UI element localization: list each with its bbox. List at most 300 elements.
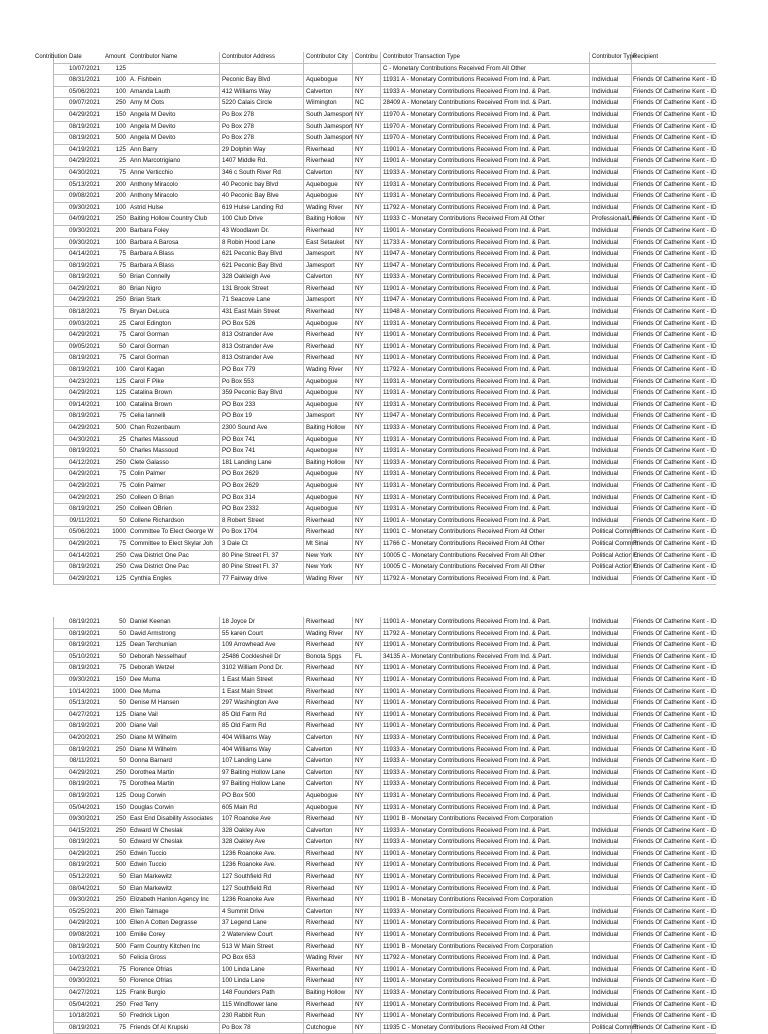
cell-contributor-city: South Jamesport: [303, 133, 354, 144]
cell-contributor-state: NY: [352, 214, 383, 225]
cell-contributor-state: NY: [352, 272, 383, 283]
cell-contributor-city: Bonota Spgs: [303, 652, 354, 663]
cell-contributor-state: NY: [352, 295, 383, 306]
cell-contributor-city: Aquebogue: [303, 319, 354, 330]
cell-contribution-date: 08/19/2021: [69, 722, 100, 730]
cell-contributor-state: NY: [352, 965, 383, 976]
cell-contribution-date: 04/14/2021: [69, 250, 100, 258]
cell-contributor-type: Individual: [589, 965, 634, 976]
cell-contributor-state: NY: [352, 768, 383, 779]
cell-contribution-date: 08/19/2021: [69, 861, 100, 869]
cell-amount: 125: [115, 145, 126, 153]
table-row: [54, 663, 716, 675]
cell-transaction-type: 11792 A - Monetary Contributions Received From Ind. & Part.: [380, 574, 591, 585]
cell-recipient: Friends Of Catherine Kent - ID: [631, 307, 718, 318]
cell-contribution-date: 09/14/2021: [69, 400, 100, 408]
cell-amount: 75: [119, 250, 126, 258]
cell-recipient: Friends Of Catherine Kent - ID: [631, 1000, 718, 1011]
cell-contributor-state: NY: [352, 930, 383, 941]
cell-contribution-date: 05/10/2021: [69, 652, 100, 660]
cell-recipient: Friends Of Catherine Kent - ID: [631, 837, 718, 848]
table-row: [54, 493, 716, 505]
cell-contribution-date: 04/30/2021: [69, 168, 100, 176]
cell-amount: 75: [119, 481, 126, 489]
cell-transaction-type: 11947 A - Monetary Contributions Received From Ind. & Part.: [380, 249, 591, 260]
cell-amount: 50: [119, 618, 126, 625]
cell-transaction-type: 11931 A - Monetary Contributions Received From Ind. & Part.: [380, 191, 591, 202]
cell-contributor-address: 404 Williams Way: [219, 733, 306, 744]
cell-contributor-name: Elizabeth Hanlon Agency Inc: [130, 896, 209, 904]
cell-transaction-type: 11766 C - Monetary Contributions Received From All Other: [380, 539, 591, 550]
cell-transaction-type: 11933 A - Monetary Contributions Received From Ind. & Part.: [380, 826, 591, 837]
cell-contributor-address: 5220 Calais Circle: [219, 98, 306, 109]
table-row: [54, 988, 716, 1000]
cell-contributor-name: Douglas Corwin: [130, 803, 174, 811]
cell-amount: 500: [115, 861, 126, 869]
cell-contribution-date: 08/19/2021: [69, 505, 100, 513]
cell-contributor-city: Aquebogue: [303, 377, 354, 388]
cell-contributor-address: 97 Baiting Hollow Lane: [219, 768, 306, 779]
cell-amount: 250: [115, 296, 126, 304]
table-row: [54, 745, 716, 757]
table-row: [54, 942, 716, 954]
cell-contributor-type: [589, 64, 634, 75]
cell-amount: 250: [115, 745, 126, 753]
cell-contributor-type: Individual: [589, 330, 634, 341]
cell-contributor-state: NY: [352, 226, 383, 237]
cell-contributor-address: 109 Arrowhead Ave: [219, 640, 306, 651]
cell-amount: 200: [115, 180, 126, 188]
cell-contributor-address: Peconic Bay Blvd: [219, 75, 306, 86]
cell-amount: 125: [115, 791, 126, 799]
cell-contributor-state: NY: [352, 907, 383, 918]
cell-contributor-address: 8 Robert Street: [219, 516, 306, 527]
cell-contribution-date: 05/13/2021: [69, 699, 100, 707]
cell-contributor-state: NY: [352, 884, 383, 895]
cell-contribution-date: 05/12/2021: [69, 873, 100, 881]
cell-contributor-name: Dorothea Martin: [130, 780, 175, 788]
header-transaction-type: Contributor Transaction Type: [380, 52, 591, 63]
cell-contributor-address: Po Box 278: [219, 133, 306, 144]
cell-amount: 125: [115, 641, 126, 649]
cell-contributor-address: 431 East Main Street: [219, 307, 306, 318]
cell-amount: 75: [119, 1023, 126, 1031]
table-row: [54, 756, 716, 768]
cell-contributor-address: Po Box 278: [219, 110, 306, 121]
cell-recipient: Friends Of Catherine Kent - ID: [631, 469, 718, 480]
cell-amount: 250: [115, 1000, 126, 1008]
cell-contribution-date: 04/30/2021: [69, 435, 100, 443]
cell-contributor-city: Calverton: [303, 87, 354, 98]
cell-contributor-name: Brian Nigro: [130, 284, 161, 292]
cell-contributor-city: Aquebogue: [303, 493, 354, 504]
cell-amount: 250: [115, 493, 126, 501]
cell-transaction-type: 11933 A - Monetary Contributions Received From Ind. & Part.: [380, 423, 591, 434]
cell-transaction-type: 11948 A - Monetary Contributions Received From Ind. & Part.: [380, 307, 591, 318]
table-row: [54, 191, 716, 203]
cell-contributor-name: [128, 64, 220, 75]
cell-contributor-state: NY: [352, 122, 383, 133]
cell-recipient: Friends Of Catherine Kent - ID: [631, 168, 718, 179]
cell-amount: 75: [119, 168, 126, 176]
cell-contributor-type: Individual: [589, 918, 634, 929]
table-row: [54, 652, 716, 664]
cell-contributor-type: Individual: [589, 122, 634, 133]
table-row: [54, 411, 716, 423]
cell-contributor-address: 412 Williams Way: [219, 87, 306, 98]
table-row: [54, 423, 716, 435]
cell-recipient: Friends Of Catherine Kent - ID: [631, 640, 718, 651]
cell-contributor-type: Individual: [589, 295, 634, 306]
cell-contribution-date: 08/19/2021: [69, 618, 100, 625]
cell-transaction-type: 11792 A - Monetary Contributions Received From Ind. & Part.: [380, 953, 591, 964]
cell-recipient: Friends Of Catherine Kent - ID: [631, 238, 718, 249]
cell-transaction-type: 11933 C - Monetary Contributions Received From All Other: [380, 214, 591, 225]
cell-contributor-city: Riverhead: [303, 342, 354, 353]
cell-transaction-type: 11931 A - Monetary Contributions Received From Ind. & Part.: [380, 791, 591, 802]
cell-contributor-address: 1236 Roanoke Ave: [219, 895, 306, 906]
cell-contributor-address: 297 Washington Ave: [219, 698, 306, 709]
cell-contribution-date: 04/29/2021: [69, 849, 100, 857]
cell-contributor-name: Diane M Wilhelm: [130, 733, 177, 741]
cell-contributor-state: NY: [352, 779, 383, 790]
cell-contributor-state: NY: [352, 284, 383, 295]
cell-contributor-type: Individual: [589, 110, 634, 121]
cell-transaction-type: 11901 A - Monetary Contributions Received From Ind. & Part.: [380, 860, 591, 871]
cell-contributor-state: NY: [352, 481, 383, 492]
cell-contributor-name: Fred Terry: [130, 1000, 159, 1008]
cell-contributor-address: 513 W Main Street: [219, 942, 306, 953]
cell-contributor-name: Denise M Hansen: [130, 699, 180, 707]
cell-amount: 250: [115, 99, 126, 107]
cell-contributor-city: Riverhead: [303, 516, 354, 527]
cell-transaction-type: 10005 C - Monetary Contributions Received From All Other: [380, 562, 591, 573]
cell-contributor-type: Individual: [589, 458, 634, 469]
cell-recipient: Friends Of Catherine Kent - ID: [631, 191, 718, 202]
cell-contributor-city: Jamesport: [303, 261, 354, 272]
table-row: [54, 504, 716, 516]
cell-recipient: Friends Of Catherine Kent - ID: [631, 249, 718, 260]
cell-contribution-date: 04/14/2021: [69, 551, 100, 559]
cell-contribution-date: 04/20/2021: [69, 733, 100, 741]
table-row: [54, 122, 716, 134]
cell-transaction-type: 11933 A - Monetary Contributions Received From Ind. & Part.: [380, 458, 591, 469]
cell-contributor-city: Riverhead: [303, 687, 354, 698]
cell-contributor-state: FL: [352, 652, 383, 663]
cell-contributor-state: NY: [352, 377, 383, 388]
cell-recipient: Friends Of Catherine Kent - ID: [631, 226, 718, 237]
cell-contributor-type: Political Committ: [589, 1023, 634, 1034]
table-row: [54, 640, 716, 652]
cell-amount: 500: [115, 942, 126, 950]
cell-contributor-state: NY: [352, 860, 383, 871]
table-row: [54, 481, 716, 493]
cell-transaction-type: 11792 A - Monetary Contributions Received From Ind. & Part.: [380, 203, 591, 214]
cell-contributor-address: 18 Joyce Dr: [219, 617, 306, 628]
cell-amount: 80: [119, 284, 126, 292]
cell-contributor-state: NY: [352, 918, 383, 929]
cell-contributor-state: NY: [352, 411, 383, 422]
cell-contributor-city: South Jamesport: [303, 110, 354, 121]
cell-contributor-address: 1407 Middle Rd.: [219, 156, 306, 167]
cell-contributor-name: A. Fishbein: [130, 76, 161, 84]
cell-transaction-type: 11901 A - Monetary Contributions Received From Ind. & Part.: [380, 617, 591, 628]
cell-contributor-name: Deborah Nesselhauf: [130, 652, 187, 660]
cell-amount: 75: [119, 308, 126, 316]
table-row: [54, 365, 716, 377]
cell-contribution-date: 08/19/2021: [69, 354, 100, 362]
cell-recipient: Friends Of Catherine Kent - ID: [631, 562, 718, 573]
cell-contributor-city: Riverhead: [303, 942, 354, 953]
cell-amount: 75: [119, 965, 126, 973]
cell-contributor-name: Collene Richardson: [130, 516, 184, 524]
cell-contributor-state: NY: [352, 698, 383, 709]
cell-contributor-address: PO Box 314: [219, 493, 306, 504]
cell-contributor-name: Anthony Miracolo: [130, 180, 178, 188]
cell-contribution-date: 09/05/2021: [69, 342, 100, 350]
cell-amount: 125: [115, 989, 126, 996]
cell-amount: 50: [119, 873, 126, 881]
cell-recipient: Friends Of Catherine Kent - ID: [631, 458, 718, 469]
cell-contributor-city: [303, 64, 354, 75]
cell-contribution-date: 05/13/2021: [69, 180, 100, 188]
cell-transaction-type: 11901 A - Monetary Contributions Received From Ind. & Part.: [380, 849, 591, 860]
cell-recipient: Friends Of Catherine Kent - ID: [631, 733, 718, 744]
cell-amount: 50: [119, 954, 126, 962]
cell-contributor-name: Catalina Brown: [130, 389, 172, 397]
cell-amount: 500: [115, 424, 126, 431]
cell-contributor-name: Emilie Corey: [130, 931, 166, 939]
cell-contributor-city: Riverhead: [303, 895, 354, 906]
cell-contributor-state: NY: [352, 629, 383, 640]
cell-amount: 200: [115, 192, 126, 200]
cell-contributor-address: 100 Linda Lane: [219, 976, 306, 987]
cell-contribution-date: 04/29/2021: [69, 157, 100, 165]
cell-transaction-type: 11931 A - Monetary Contributions Received From Ind. & Part.: [380, 319, 591, 330]
table-row: [54, 98, 716, 110]
table-row: [54, 527, 716, 539]
cell-recipient: Friends Of Catherine Kent - ID: [631, 295, 718, 306]
cell-contributor-city: Riverhead: [303, 226, 354, 237]
cell-contributor-type: Individual: [589, 203, 634, 214]
table-row: [54, 446, 716, 458]
table-row: [54, 791, 716, 803]
cell-contributor-type: Individual: [589, 168, 634, 179]
cell-contributor-state: NY: [352, 156, 383, 167]
table-row: [54, 133, 716, 145]
cell-amount: 250: [115, 458, 126, 466]
cell-contributor-city: Riverhead: [303, 1000, 354, 1011]
cell-contributor-name: Carol Edington: [130, 319, 171, 327]
cell-recipient: Friends Of Catherine Kent - ID: [631, 617, 718, 628]
cell-contributor-state: NY: [352, 365, 383, 376]
cell-amount: 100: [115, 238, 126, 246]
cell-contributor-city: Riverhead: [303, 527, 354, 538]
cell-contributor-address: PO Box 653: [219, 953, 306, 964]
cell-contributor-name: Amy M Oots: [130, 99, 165, 107]
cell-contribution-date: 04/29/2021: [69, 539, 100, 547]
cell-contributor-state: NY: [352, 574, 383, 585]
cell-contributor-state: NY: [352, 562, 383, 573]
cell-contributor-type: Individual: [589, 976, 634, 987]
cell-contributor-address: 148 Founders Path: [219, 988, 306, 999]
cell-contribution-date: 08/19/2021: [69, 791, 100, 799]
table-row: [54, 675, 716, 687]
cell-contributor-name: Clete Galasso: [130, 458, 169, 466]
cell-amount: 100: [115, 76, 126, 84]
cell-contributor-city: Riverhead: [303, 918, 354, 929]
cell-recipient: Friends Of Catherine Kent - ID: [631, 976, 718, 987]
cell-amount: 75: [119, 664, 126, 672]
table-row: [54, 629, 716, 641]
cell-contributor-city: Baiting Hollow: [303, 988, 354, 999]
cell-contributor-name: Florence Ofrias: [130, 965, 173, 973]
cell-contributor-city: Baiting Hollow: [303, 214, 354, 225]
cell-contributor-name: Astrid Hulse: [130, 203, 164, 211]
cell-contributor-type: Individual: [589, 191, 634, 202]
cell-contributor-city: Calverton: [303, 826, 354, 837]
cell-contributor-type: Political Committ: [589, 527, 634, 538]
table-row: [54, 826, 716, 838]
cell-contributor-type: Individual: [589, 733, 634, 744]
cell-contributor-city: Wading River: [303, 953, 354, 964]
cell-contribution-date: 04/09/2021: [69, 215, 100, 223]
cell-amount: 50: [119, 447, 126, 455]
cell-contributor-address: 605 Main Rd: [219, 803, 306, 814]
cell-contribution-date: 04/29/2021: [69, 493, 100, 501]
cell-amount: 125: [115, 64, 126, 72]
table-row: [54, 388, 716, 400]
spreadsheet-page-2: [53, 617, 716, 1034]
cell-recipient: Friends Of Catherine Kent - ID: [631, 353, 718, 364]
cell-contributor-city: Riverhead: [303, 145, 354, 156]
cell-recipient: Friends Of Catherine Kent - ID: [631, 261, 718, 272]
cell-contributor-address: Po Box 78: [219, 1023, 306, 1034]
cell-contributor-city: Riverhead: [303, 976, 354, 987]
cell-recipient: Friends Of Catherine Kent - ID: [631, 377, 718, 388]
table-row: [54, 377, 716, 389]
cell-recipient: Friends Of Catherine Kent - ID: [631, 504, 718, 515]
cell-contributor-name: Brian Stark: [130, 296, 161, 304]
cell-amount: 150: [115, 110, 126, 118]
cell-contributor-name: Ellen Talmage: [130, 907, 169, 915]
cell-contributor-name: Dean Terchunian: [130, 641, 177, 649]
cell-transaction-type: 11901 A - Monetary Contributions Received From Ind. & Part.: [380, 1011, 591, 1022]
cell-amount: 50: [119, 977, 126, 985]
cell-amount: 100: [115, 919, 126, 927]
cell-contributor-address: Po Box 1704: [219, 527, 306, 538]
cell-contributor-address: 359 Peconic Bay Blvd: [219, 388, 306, 399]
header-contributor-type: Contributor Type: [589, 52, 634, 63]
cell-contribution-date: 08/19/2021: [69, 1023, 100, 1031]
cell-contributor-address: 43 Woodlawn Dr.: [219, 226, 306, 237]
cell-contributor-address: 127 Southfield Rd: [219, 872, 306, 883]
cell-contributor-type: Individual: [589, 411, 634, 422]
cell-contributor-state: NY: [352, 527, 383, 538]
cell-contributor-type: Political Committ: [589, 539, 634, 550]
cell-contributor-city: Aquebogue: [303, 388, 354, 399]
cell-contributor-type: Individual: [589, 353, 634, 364]
cell-contributor-state: NY: [352, 745, 383, 756]
cell-contributor-type: Individual: [589, 156, 634, 167]
cell-contributor-city: Jamesport: [303, 411, 354, 422]
cell-transaction-type: 11901 B - Monetary Contributions Received From Corporation: [380, 895, 591, 906]
cell-transaction-type: 28409 A - Monetary Contributions Received From Ind. & Part.: [380, 98, 591, 109]
cell-recipient: Friends Of Catherine Kent - ID: [631, 319, 718, 330]
cell-transaction-type: 11733 A - Monetary Contributions Received From Ind. & Part.: [380, 238, 591, 249]
cell-contributor-name: Committee to Elect Skylar Joh: [130, 539, 213, 547]
cell-contributor-type: Individual: [589, 721, 634, 732]
table-row: [54, 860, 716, 872]
cell-contributor-name: Carol Kagan: [130, 366, 165, 374]
cell-contributor-type: Individual: [589, 907, 634, 918]
table-row: [54, 721, 716, 733]
table-row: [54, 1000, 716, 1012]
cell-contributor-state: NY: [352, 663, 383, 674]
cell-contributor-name: Edwin Tuccio: [130, 861, 167, 869]
cell-recipient: Friends Of Catherine Kent - ID: [631, 860, 718, 871]
cell-contributor-city: Riverhead: [303, 156, 354, 167]
cell-recipient: Friends Of Catherine Kent - ID: [631, 710, 718, 721]
cell-contributor-state: NY: [352, 330, 383, 341]
cell-contributor-name: Donna Barnard: [130, 757, 172, 765]
table-row: [54, 75, 716, 87]
cell-transaction-type: 11901 A - Monetary Contributions Received From Ind. & Part.: [380, 930, 591, 941]
cell-amount: 250: [115, 896, 126, 904]
cell-contributor-city: Riverhead: [303, 930, 354, 941]
cell-contributor-type: Individual: [589, 756, 634, 767]
cell-recipient: Friends Of Catherine Kent - ID: [631, 388, 718, 399]
cell-transaction-type: 11901 A - Monetary Contributions Received From Ind. & Part.: [380, 918, 591, 929]
cell-contributor-type: Individual: [589, 860, 634, 871]
cell-contributor-name: Carol Gorman: [130, 342, 169, 350]
table-row: [54, 884, 716, 896]
cell-contributor-type: Individual: [589, 675, 634, 686]
cell-amount: 100: [115, 203, 126, 211]
cell-contributor-city: Riverhead: [303, 675, 354, 686]
cell-contribution-date: 04/29/2021: [69, 110, 100, 118]
cell-contributor-address: 8 Robin Hood Lane: [219, 238, 306, 249]
cell-contribution-date: 10/14/2021: [69, 687, 100, 695]
cell-contributor-name: Anne Verticchio: [130, 168, 173, 176]
cell-contributor-name: Deborah Wetzel: [130, 664, 175, 672]
cell-contributor-type: Individual: [589, 1000, 634, 1011]
cell-contributor-address: 100 Linda Lane: [219, 965, 306, 976]
cell-amount: 75: [119, 412, 126, 420]
cell-contributor-name: Catalina Brown: [130, 400, 172, 408]
cell-contributor-state: NY: [352, 307, 383, 318]
table-row: [54, 284, 716, 296]
cell-recipient: Friends Of Catherine Kent - ID: [631, 698, 718, 709]
cell-contributor-name: Cynthia Engles: [130, 574, 172, 582]
table-row: [54, 953, 716, 965]
cell-contributor-name: Farm Country Kitchen Inc: [130, 942, 201, 950]
cell-contributor-type: Individual: [589, 388, 634, 399]
cell-transaction-type: 11901 A - Monetary Contributions Received From Ind. & Part.: [380, 516, 591, 527]
cell-contributor-state: NY: [352, 353, 383, 364]
cell-contributor-address: 97 Baiting Hollow Lane: [219, 779, 306, 790]
cell-contributor-state: NY: [352, 791, 383, 802]
cell-contributor-name: Charles Massoud: [130, 435, 179, 443]
cell-amount: 1000: [112, 687, 126, 695]
cell-contributor-type: Individual: [589, 988, 634, 999]
cell-contributor-type: Political Action C: [589, 562, 634, 573]
cell-contributor-name: Felicia Gross: [130, 954, 167, 962]
cell-contributor-state: [352, 64, 383, 75]
cell-contributor-state: NY: [352, 458, 383, 469]
cell-contributor-city: Riverhead: [303, 849, 354, 860]
table-row: [54, 400, 716, 412]
